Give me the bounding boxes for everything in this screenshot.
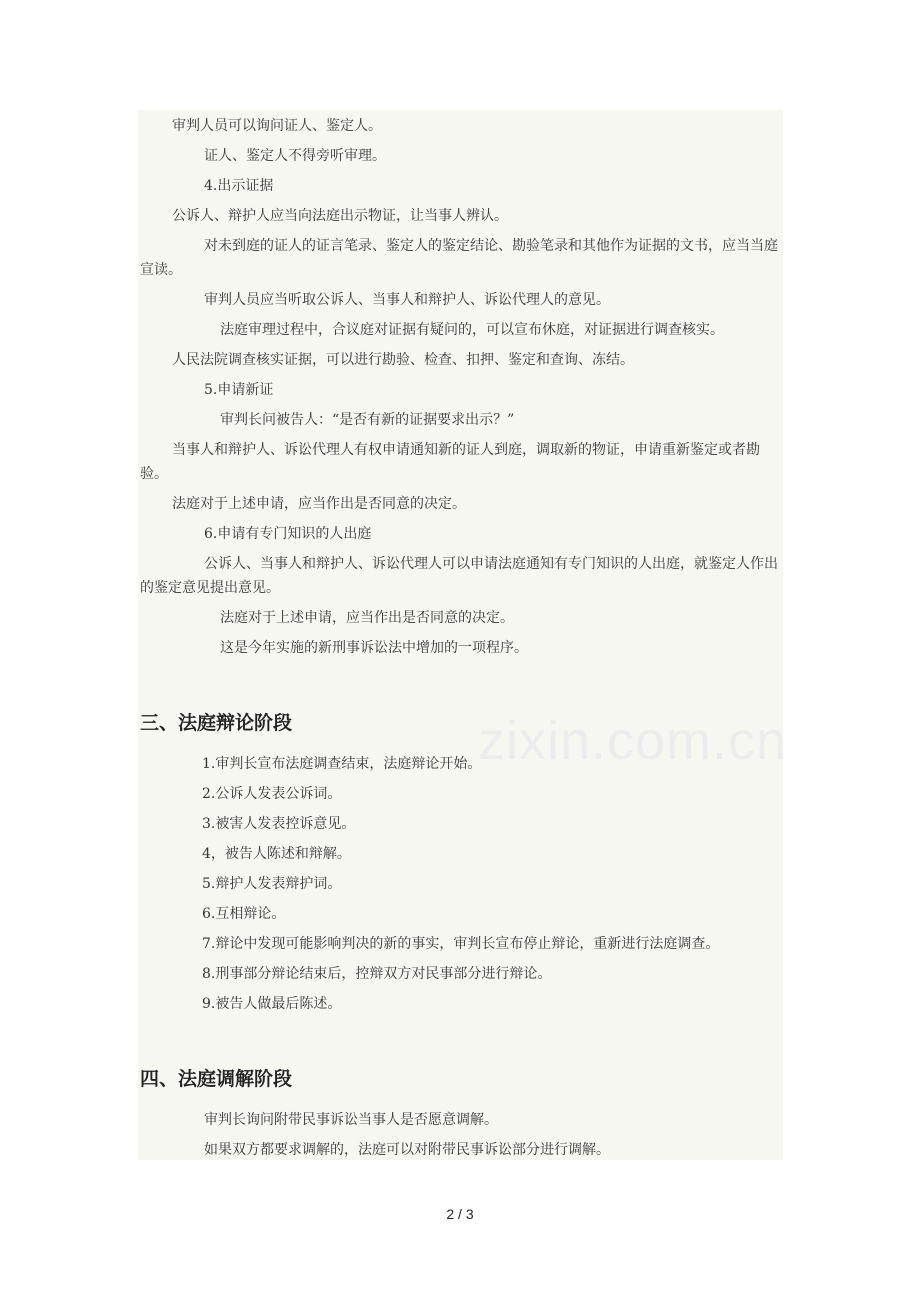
paragraph: 公诉人、当事人和辩护人、诉讼代理人可以申请法庭通知有专门知识的人出庭，就鉴定人作出的鉴定意见提出意见。 <box>140 556 778 596</box>
paragraph: 法庭对于上述申请，应当作出是否同意的决定。 <box>220 610 514 626</box>
paragraph: 当事人和辩护人、诉讼代理人有权申请通知新的证人到庭，调取新的物证，申请重新鉴定或者勘验。 <box>140 442 760 482</box>
document-body <box>138 110 788 1160</box>
list-item: 9.被告人做最后陈述。 <box>202 996 342 1012</box>
section-heading: 四、法庭调解阶段 <box>140 1068 293 1090</box>
paragraph: 如果双方都要求调解的，法庭可以对附带民事诉讼部分进行调解。 <box>204 1142 610 1158</box>
page-number: 2 / 3 <box>446 1206 474 1222</box>
list-item: 7.辩论中发现可能影响判决的新的事实，审判长宣布停止辩论，重新进行法庭调查。 <box>202 936 720 952</box>
paragraph: 审判人员可以询问证人、鉴定人。 <box>172 118 382 134</box>
paragraph: 对未到庭的证人的证言笔录、鉴定人的鉴定结论、勘验笔录和其他作为证据的文书，应当当庭宣读。 <box>140 238 778 278</box>
subheading: 4.出示证据 <box>204 178 274 194</box>
paragraph: 这是今年实施的新刑事诉讼法中增加的一项程序。 <box>220 640 528 656</box>
list-item: 3.被害人发表控诉意见。 <box>202 816 356 832</box>
list-item: 4，被告人陈述和辩解。 <box>202 846 351 862</box>
paragraph: 法庭对于上述申请，应当作出是否同意的决定。 <box>172 496 466 512</box>
paragraph: 审判人员应当听取公诉人、当事人和辩护人、诉讼代理人的意见。 <box>204 292 610 308</box>
paragraph: 审判长问被告人：“是否有新的证据要求出示？” <box>220 412 515 428</box>
list-item: 8.刑事部分辩论结束后，控辩双方对民事部分进行辩论。 <box>202 966 552 982</box>
list-item: 2.公诉人发表公诉词。 <box>202 786 342 802</box>
watermark: zixin.com.cn <box>478 711 788 771</box>
paragraph: 审判长询问附带民事诉讼当事人是否愿意调解。 <box>204 1112 498 1128</box>
list-item: 5.辩护人发表辩护词。 <box>202 876 342 892</box>
paragraph: 公诉人、辩护人应当向法庭出示物证，让当事人辨认。 <box>172 208 508 224</box>
paragraph: 人民法院调查核实证据，可以进行勘验、检查、扣押、鉴定和查询、冻结。 <box>172 352 634 368</box>
list-item: 6.互相辩论。 <box>202 906 286 922</box>
section-heading: 三、法庭辩论阶段 <box>140 712 293 734</box>
subheading: 6.申请有专门知识的人出庭 <box>204 526 372 542</box>
list-item: 1.审判长宣布法庭调查结束，法庭辩论开始。 <box>202 756 482 772</box>
paragraph: 法庭审理过程中，合议庭对证据有疑问的，可以宣布休庭，对证据进行调查核实。 <box>220 322 724 338</box>
paragraph: 证人、鉴定人不得旁听审理。 <box>204 148 386 164</box>
subheading: 5.申请新证 <box>204 382 274 398</box>
